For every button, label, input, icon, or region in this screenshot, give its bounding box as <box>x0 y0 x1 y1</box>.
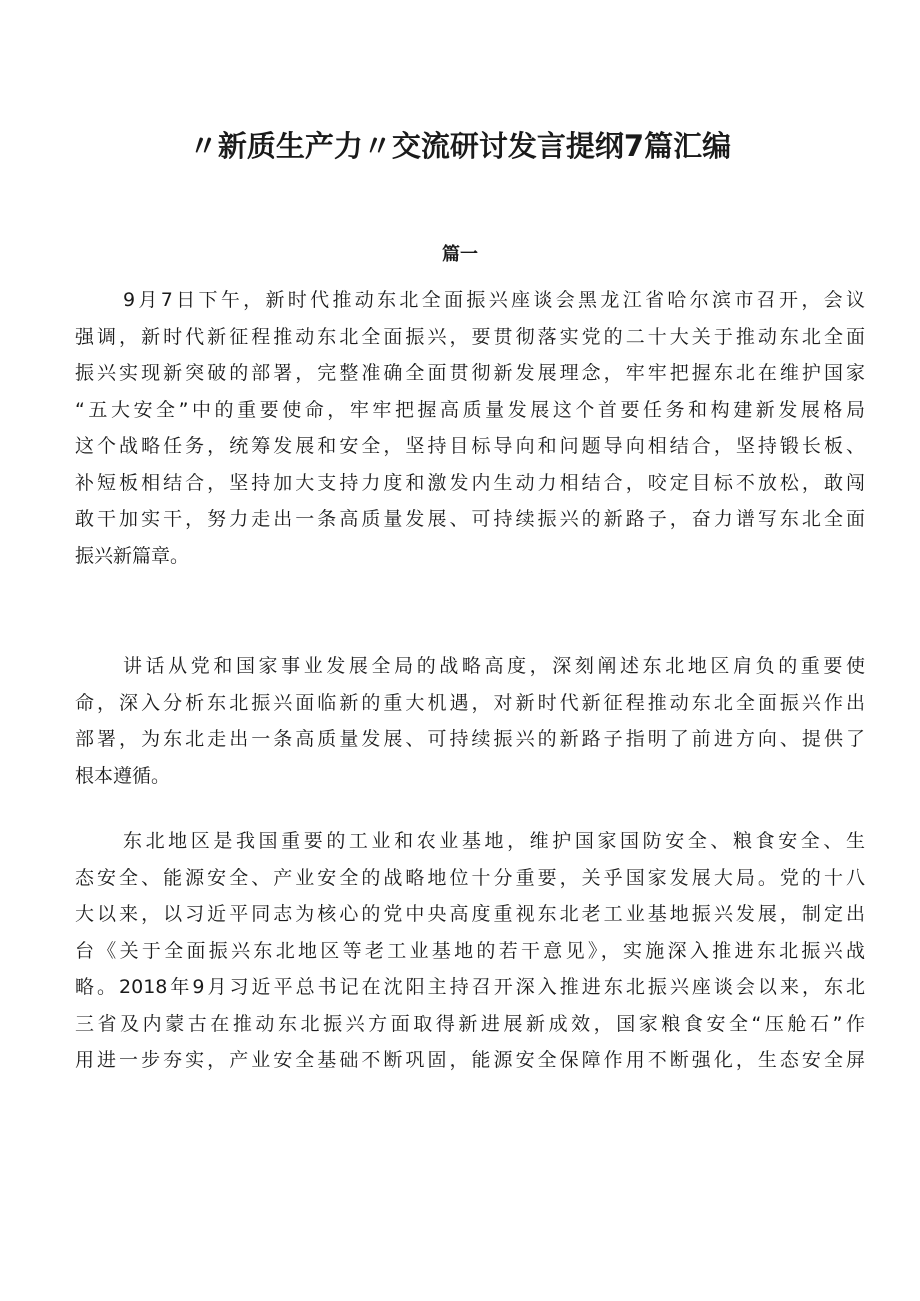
paragraph-line: 台《关于全面振兴东北地区等老工业基地的若干意见》，实施深入推进东北振兴战 <box>75 939 865 962</box>
paragraph-line: 略。2018年9月习近平总书记在沈阳主持召开深入推进东北振兴座谈会以来，东北 <box>75 976 865 998</box>
paragraph-3 <box>75 823 865 1079</box>
paragraph-line: 东北地区是我国重要的工业和农业基地，维护国家国防安全、粮食安全、生 <box>123 830 865 852</box>
paragraph-1 <box>75 282 865 574</box>
paragraph-line: 补短板相结合，坚持加大支持力度和激发内生动力相结合，咬定目标不放松，敢闯 <box>75 471 865 494</box>
paragraph-line: 9月7日下午，新时代推动东北全面振兴座谈会黑龙江省哈尔滨市召开，会议 <box>123 289 865 311</box>
paragraph-line: 用进一步夯实，产业安全基础不断巩固，能源安全保障作用不断强化，生态安全屏 <box>75 1049 865 1071</box>
paragraph-line: 这个战略任务，统筹发展和安全，坚持目标导向和问题导向相结合，坚持锻长板、 <box>75 435 865 457</box>
document-title: 〃新质生产力〃交流研讨发言提纲7篇汇编 <box>188 129 732 163</box>
paragraph-line: 根本遵循。 <box>75 764 171 787</box>
section-heading: 篇一 <box>442 244 478 265</box>
paragraph-line: 大以来，以习近平同志为核心的党中央高度重视东北老工业基地振兴发展，制定出 <box>75 903 865 925</box>
paragraph-line: 部署，为东北走出一条高质量发展、可持续振兴的新路子指明了前进方向、提供了 <box>75 728 865 750</box>
paragraph-line: 振兴新篇章。 <box>75 544 190 567</box>
paragraph-line: 态安全、能源安全、产业安全的战略地位十分重要，关乎国家发展大局。党的十八 <box>75 866 865 889</box>
paragraph-line: 振兴实现新突破的部署，完整准确全面贯彻新发展理念，牢牢把握东北在维护国家 <box>75 362 865 384</box>
paragraph-line: 三省及内蒙古在推动东北振兴方面取得新进展新成效，国家粮食安全“压舱石”作 <box>75 1012 865 1035</box>
paragraph-line: 强调，新时代新征程推动东北全面振兴，要贯彻落实党的二十大关于推动东北全面 <box>75 325 865 348</box>
paragraph-2 <box>75 648 865 794</box>
paragraph-line: 敢干加实干，努力走出一条高质量发展、可持续振兴的新路子，奋力谱写东北全面 <box>75 508 865 530</box>
paragraph-line: “五大安全”中的重要使命，牢牢把握高质量发展这个首要任务和构建新发展格局 <box>75 398 865 421</box>
paragraph-line: 命，深入分析东北振兴面临新的重大机遇，对新时代新征程推动东北全面振兴作出 <box>75 691 865 714</box>
paragraph-line: 讲话从党和国家事业发展全局的战略高度，深刻阐述东北地区肩负的重要使 <box>123 655 865 677</box>
